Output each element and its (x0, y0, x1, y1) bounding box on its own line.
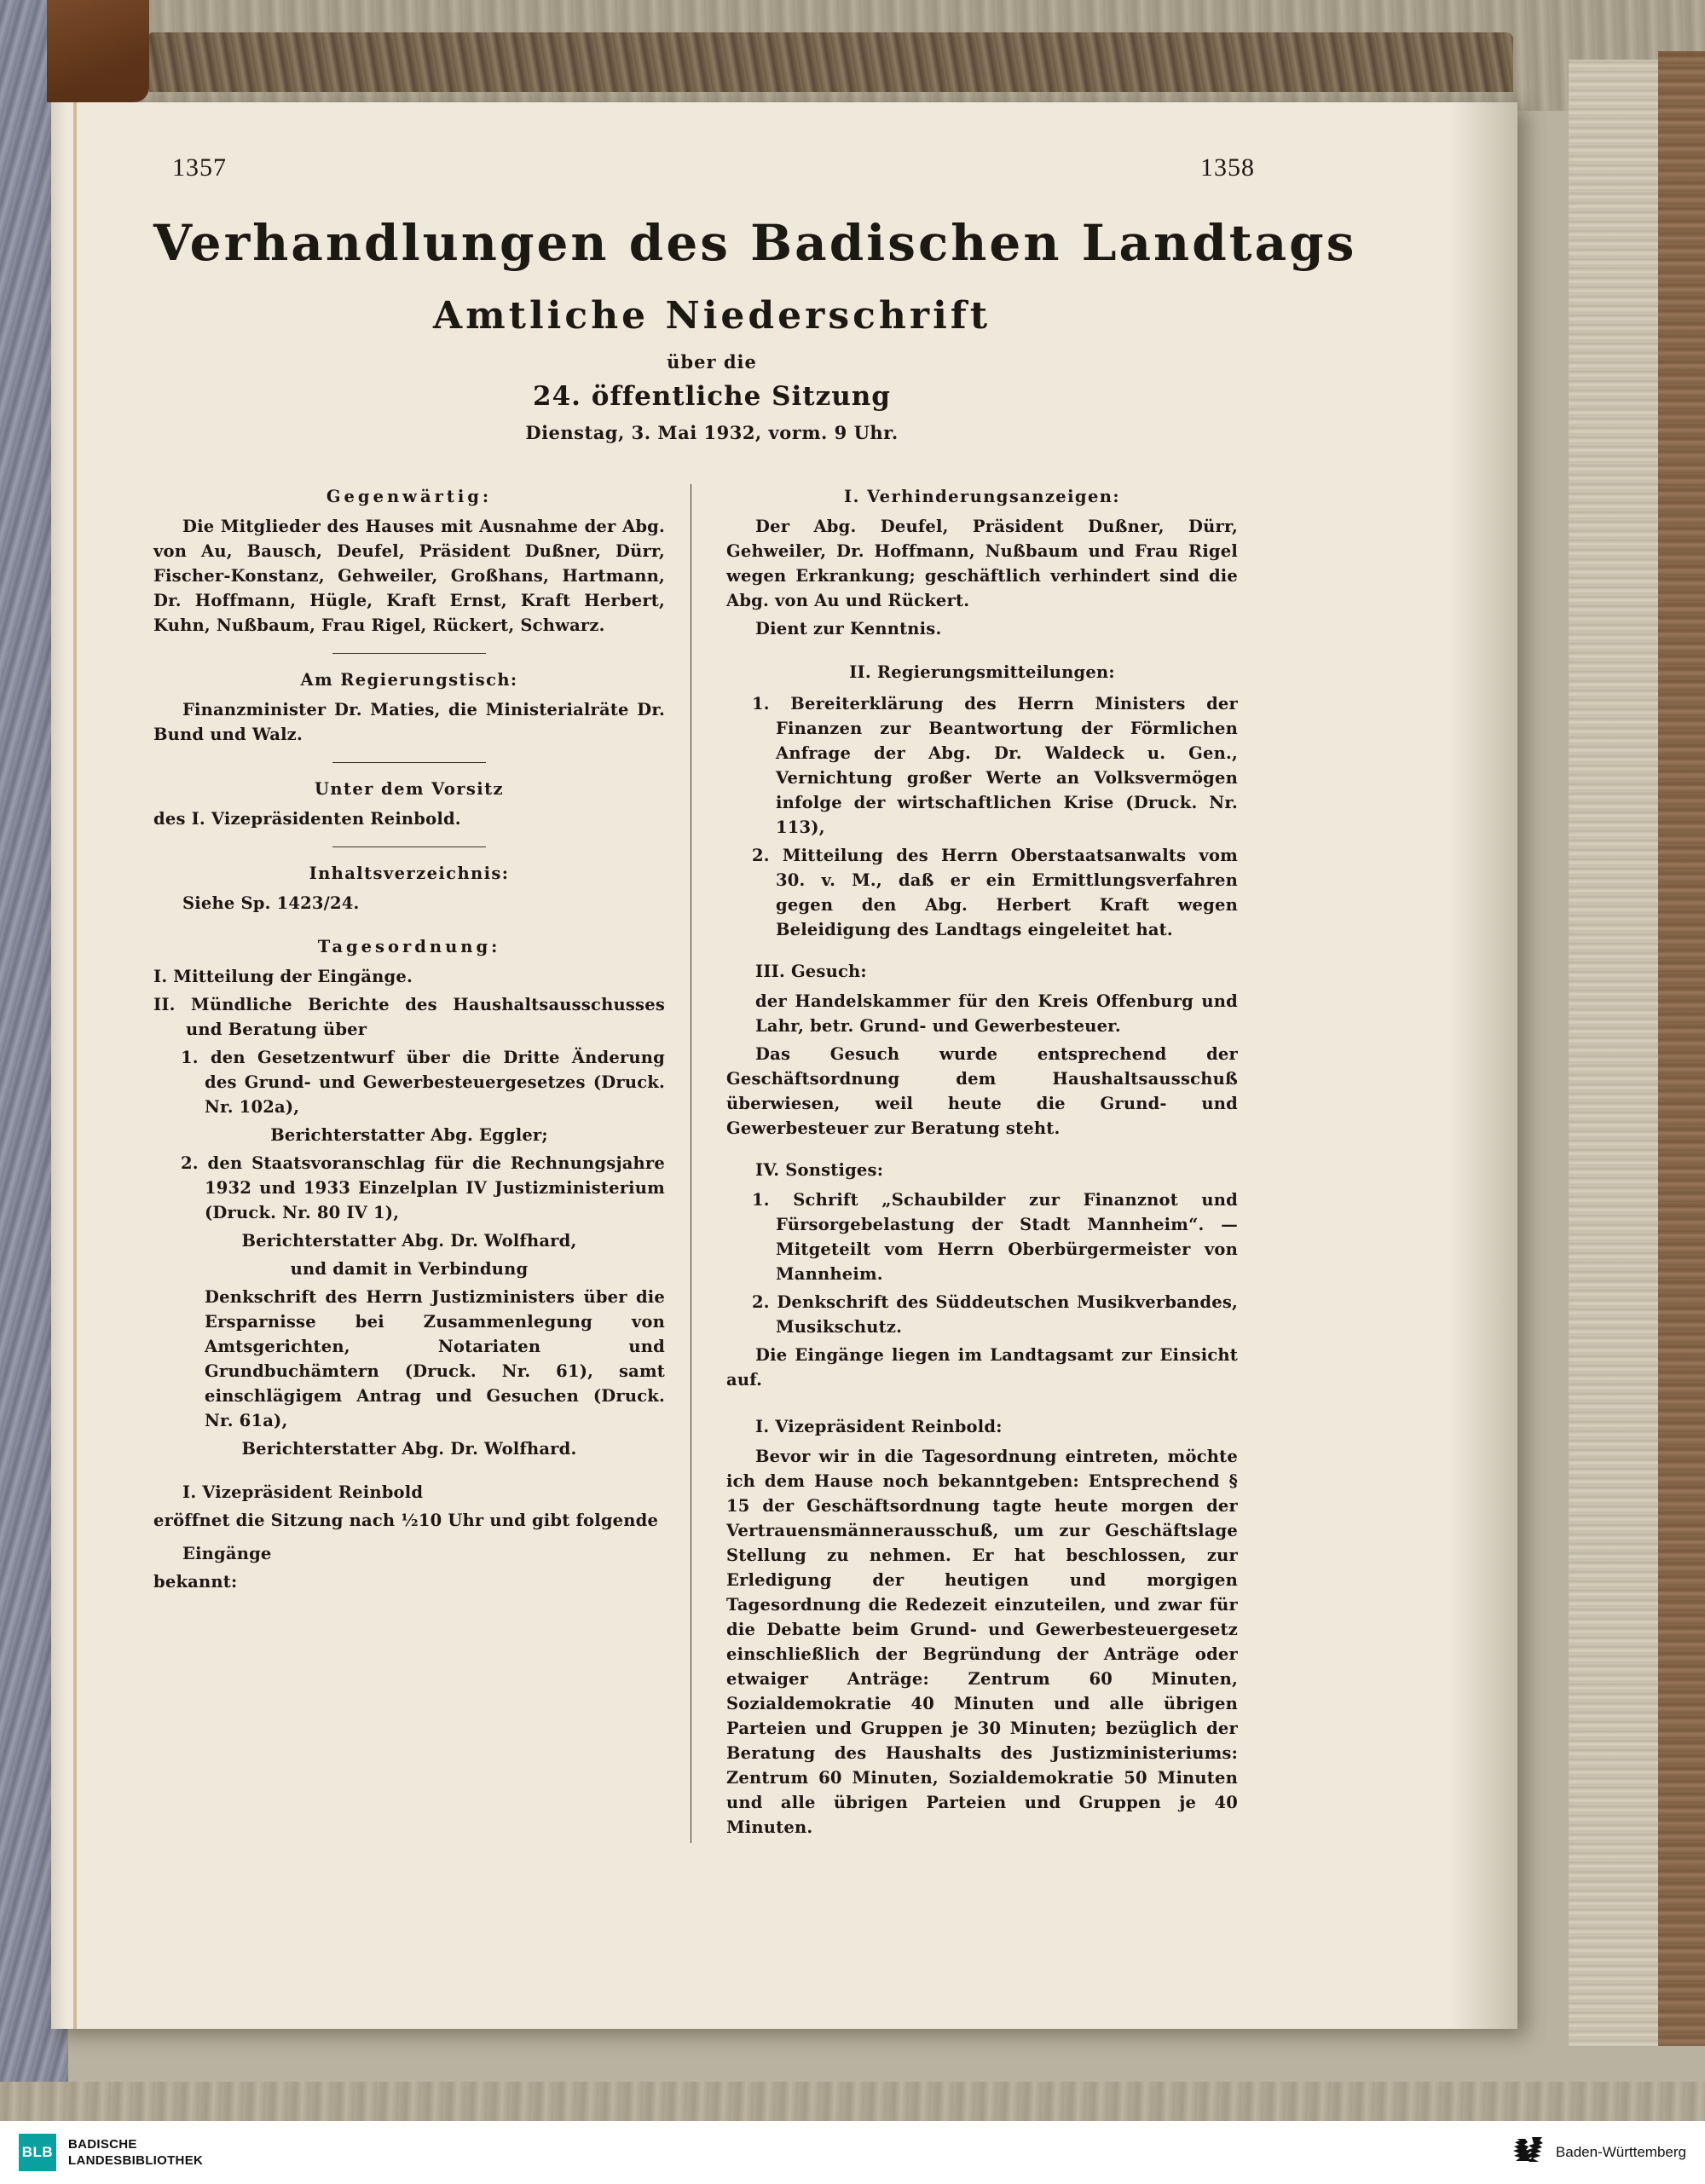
folio-right: 1358 (1200, 153, 1255, 182)
folio-row (153, 153, 1270, 188)
section-rule (332, 846, 486, 847)
baden-wuerttemberg-lion-icon (1511, 2134, 1546, 2171)
spacer (153, 1465, 665, 1480)
masthead (153, 213, 1357, 443)
agenda-item-2-2-memorandum: Denkschrift des Herrn Justizministers über die Ersparnisse bei Zusammenlegung von Amtsgerichten, Notariaten und Grundbuchämtern (Druck. Nr. 61), samt einschlägigem Antrag und Gesuchen (Druck. Nr. 61a), (205, 1287, 665, 1430)
heading-vorsitz: Unter dem Vorsitz (314, 779, 504, 799)
paragraph-verhinderungen: Der Abg. Deufel, Präsident Dußner, Dürr, Gehweiler, Dr. Hoffmann, Nußbaum und Frau Rigel wegen Erkrankung; geschäftlich verhindert sind die Abg. von Au und Rückert. (726, 517, 1238, 610)
section-rule (332, 762, 486, 763)
heading-eingaenge: Eingänge (182, 1544, 272, 1563)
sonstiges-2: 2. Denkschrift des Süddeutschen Musikverbandes, Musikschutz. (752, 1292, 1238, 1337)
regierungsmitteilung-2: 2. Mitteilung des Herrn Oberstaatsanwalts vom 30. v. M., daß er ein Ermittlungsverfahren gegen den Abg. Herbert Kraft wegen Beleidigung des Landtags eingeleitet hat. (752, 846, 1238, 939)
heading-gegenwaertig: Gegenwärtig: (326, 487, 493, 506)
heading-verhinderungsanzeigen: I. Verhinderungsanzeigen: (844, 487, 1120, 506)
heading-regierungstisch: Am Regierungstisch: (300, 670, 518, 690)
state-label: Baden-Württemberg (1555, 2144, 1686, 2160)
paragraph-regierungstisch: Finanzminister Dr. Maties, die Ministerialräte Dr. Bund und Walz. (153, 700, 665, 744)
paragraph-vorsitz: des I. Vizepräsidenten Reinbold. (153, 809, 461, 829)
paragraph-gesuch-handelskammer: der Handelskammer für den Kreis Offenburg und Lahr, betr. Grund- und Gewerbesteuer. (755, 991, 1238, 1036)
book-spine-corner (47, 0, 149, 102)
blb-logo[interactable]: BLB (19, 2134, 56, 2171)
agenda-item-2-2: 2. den Staatsvoranschlag für die Rechnungsjahre 1932 und 1933 Einzelplan IV Justizministerium (Druck. Nr. 80 IV 1), (181, 1153, 665, 1222)
sonstiges-1: 1. Schrift „Schaubilder zur Finanznot und Fürsorgebelastung der Stadt Mannheim“. — Mitgeteilt vom Herrn Oberbürgermeister von Mannheim. (752, 1190, 1238, 1284)
library-name-line2: LANDESBIBLIOTHEK (68, 2153, 204, 2168)
section-rule (332, 653, 486, 654)
page-title: Verhandlungen des Badischen Landtags (153, 214, 1357, 272)
heading-sonstiges: IV. Sonstiges: (755, 1160, 884, 1180)
paragraph-gegenwaertig: Die Mitglieder des Hauses mit Ausnahme der Abg. von Au, Bausch, Deufel, Präsident Dußner, Dürr, Fischer-Konstanz, Gehweiler, Großhans, Hartmann, Dr. Hoffmann, Hügle, Kraft Ernst, Kraft Herbert, Kuhn, Nußbaum, Frau Rigel, Rückert, Schwarz. (153, 517, 665, 635)
book-cover-right-edge (1658, 51, 1705, 2046)
two-column-body (153, 484, 1270, 1843)
paragraph-inhaltsverzeichnis: Siehe Sp. 1423/24. (182, 893, 360, 913)
masthead-ueber-die: über die (667, 351, 757, 373)
page-gutter-line (73, 102, 77, 2029)
paragraph-gesuch-ueberweisung: Das Gesuch wurde entsprechend der Geschäftsordnung dem Haushaltsausschuß überwiesen, weil heute die Grund- und Gewerbesteuer zur Beratung steht. (726, 1044, 1238, 1138)
left-column (153, 484, 691, 1843)
agenda-item-2: II. Mündliche Berichte des Haushaltsausschusses und Beratung über (153, 995, 665, 1039)
page-gutter-fold (51, 102, 73, 2029)
library-name-line1: BADISCHE (68, 2137, 137, 2152)
page-content (153, 153, 1357, 1843)
paragraph-speech: Bevor wir in die Tagesordnung eintreten, möchte ich dem Hause noch bekanntgeben: Entsprechend § 15 der Geschäftsordnung tagte heute morgen der Vertrauensmännerausschuß, um zur Geschäftslage Stellung zu nehmen. Er hat beschlossen, zur Erledigung der heutigen und morgigen Tagesordnung die Redezeit einzuteilen, und zwar für die Debatte beim Grund- und Gewerbesteuergesetz einschließlich der Begründung der Anträge oder etwaiger Anträge: Zentrum 60 Minuten, Sozialdemokratie 40 Minuten und alle übrigen Parteien und Gruppen je 30 Minuten; bezüglich der Beratung des Haushalts des Justizministeriums: Zentrum 60 Minuten, Sozialdemokratie 50 Minuten und alle übrigen Parteien und Gruppen je 40 Minuten. (726, 1447, 1238, 1837)
agenda-item-2-1-reporter: Berichterstatter Abg. Eggler; (270, 1125, 548, 1145)
agenda-item-2-2-reporter: Berichterstatter Abg. Dr. Wolfhard, (241, 1231, 577, 1251)
page-shadow (1449, 102, 1517, 2029)
agenda-item-2-2-reporter-2: Berichterstatter Abg. Dr. Wolfhard. (241, 1439, 577, 1459)
agenda-item-1: I. Mitteilung der Eingänge. (153, 967, 413, 986)
paragraph-dient-zur-kenntnis: Dient zur Kenntnis. (755, 619, 942, 638)
right-column (691, 484, 1238, 1843)
library-branding[interactable] (19, 2134, 203, 2171)
page-subtitle: Amtliche Niederschrift (432, 294, 991, 338)
folio-left: 1357 (172, 153, 227, 182)
state-branding[interactable] (1511, 2134, 1686, 2171)
viewer-footer-bar (0, 2121, 1705, 2184)
regierungsmitteilung-1: 1. Bereiterklärung des Herrn Ministers der Finanzen zur Beantwortung der Förmlichen Anfrage der Abg. Dr. Waldeck u. Gen., Vernichtung großer Werte an Volksvermögen infolge der wirtschaftlichen Krise (Druck. Nr. 113), (752, 694, 1238, 837)
paragraph-session-opened: eröffnet die Sitzung nach ½10 Uhr und gibt folgende (153, 1511, 659, 1530)
agenda-item-2-2-connector: und damit in Verbindung (290, 1259, 529, 1279)
heading-tagesordnung: Tagesordnung: (317, 937, 501, 956)
paragraph-eingaenge-bekannt: bekannt: (153, 1572, 238, 1592)
agenda-item-2-1: 1. den Gesetzentwurf über die Dritte Änderung des Grund- und Gewerbesteuergesetzes (Druck. Nr. 102a), (181, 1048, 665, 1117)
document-page (51, 102, 1517, 2029)
heading-inhaltsverzeichnis: Inhaltsverzeichnis: (309, 864, 510, 883)
paragraph-eingaenge-einsicht: Die Eingänge liegen im Landtagsamt zur Einsicht auf. (726, 1345, 1238, 1390)
speaker-name-vizepraesident: I. Vizepräsident Reinbold (182, 1482, 424, 1502)
heading-gesuch: III. Gesuch: (755, 962, 867, 981)
speaker-name-vizepraesident-right: I. Vizepräsident Reinbold: (755, 1417, 1003, 1436)
heading-regierungsmitteilungen: II. Regierungsmitteilungen: (849, 662, 1115, 682)
masthead-date: Dienstag, 3. Mai 1932, vorm. 9 Uhr. (525, 422, 899, 443)
spacer (153, 919, 665, 934)
marbled-endpaper (149, 32, 1513, 92)
library-name (68, 2136, 203, 2169)
masthead-session: 24. öffentliche Sitzung (533, 381, 891, 412)
